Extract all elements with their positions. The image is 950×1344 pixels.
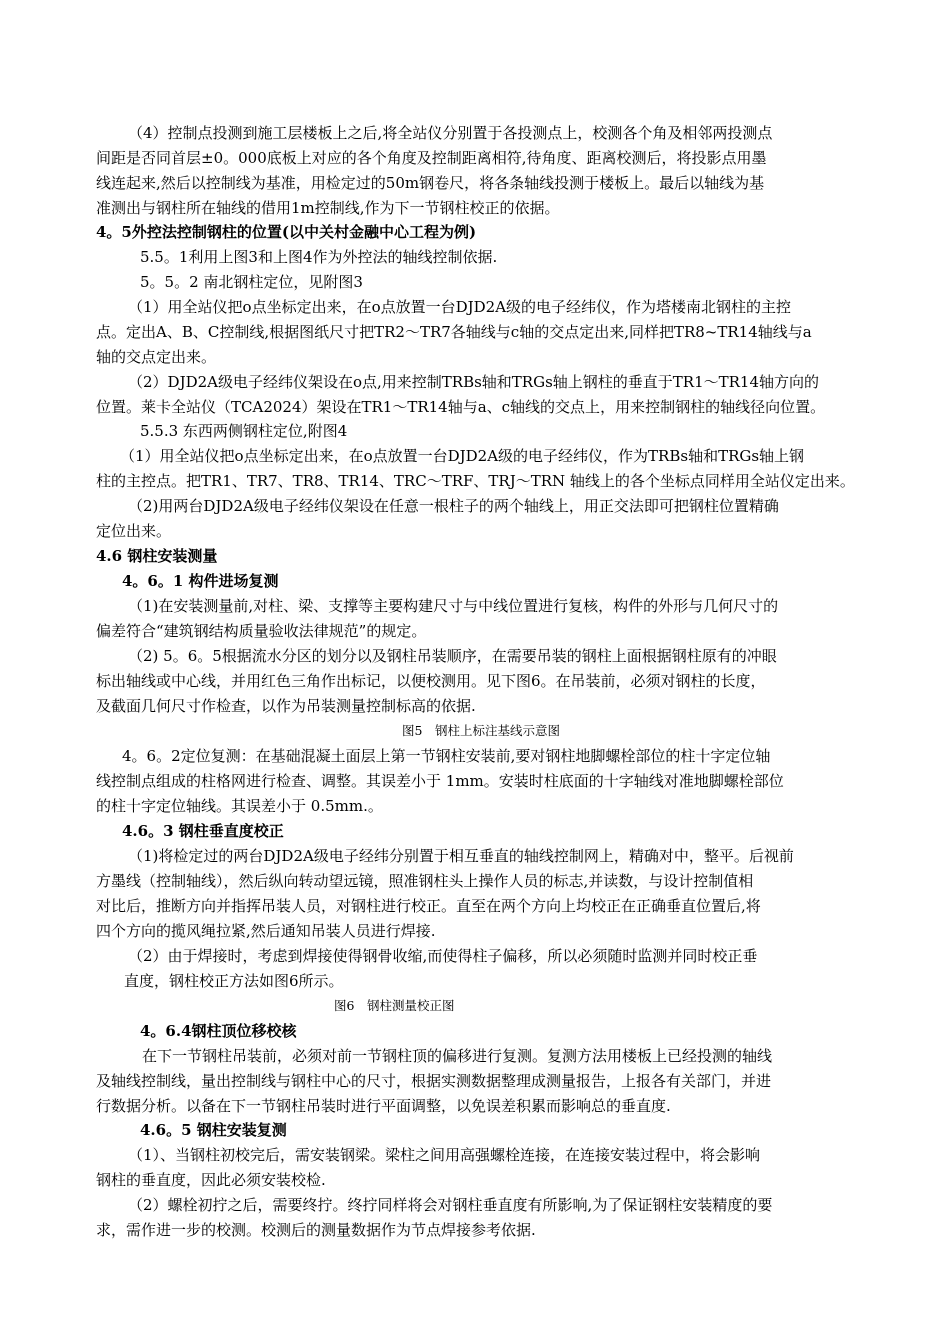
paragraph-line: 及截面几何尺寸作检查，以作为吊装测量控制标高的依据. [96,697,476,715]
paragraph-line: 标出轴线或中心线，并用红色三角作出标记，以便校测用。见下图6。在吊装前，必须对钢柱的长度， [96,672,766,690]
subsection-heading: 4.6。3 钢柱垂直度校正 [122,822,284,840]
paragraph-line: 四个方向的揽风绳拉紧,然后通知吊装人员进行焊接. [96,922,436,940]
paragraph-line: 线连起来,然后以控制线为基准，用检定过的50m钢卷尺，将各条轴线投测于楼板上。最后以轴线为基 [96,174,765,192]
subsection-heading: 4.6。5 钢柱安装复测 [140,1121,287,1139]
paragraph-line: 的柱十字定位轴线。其误差小于 0.5mm.。 [96,797,383,815]
paragraph-line: 偏差符合“建筑钢结构质量验收法律规范”的规定。 [96,622,427,640]
paragraph-line: （1）用全站仪把o点坐标定出来，在o点放置一台DJD2A级的电子经纬仪，作为塔楼南北钢柱的主控 [128,298,792,316]
figure-caption: 图6 钢柱测量校正图 [334,998,455,1013]
paragraph-line: 直度，钢柱校正方法如图6所示。 [124,972,344,990]
paragraph-line: 准测出与钢柱所在轴线的借用1m控制线,作为下一节钢柱校正的依据。 [96,199,560,217]
paragraph-line: 在下一节钢柱吊装前，必须对前一节钢柱顶的偏移进行复测。复测方法用楼板上已经投测的轴线 [142,1047,773,1065]
paragraph-line: （4）控制点投测到施工层楼板上之后,将全站仪分别置于各投测点上，校测各个角及相邻两投测点 [128,124,773,142]
paragraph-line: 对比后，推断方向并指挥吊装人员，对钢柱进行校正。直至在两个方向上均校正在正确垂直位置后,将 [96,897,761,915]
section-heading: 4.6 钢柱安装测量 [96,547,218,565]
paragraph-line: （2）DJD2A级电子经纬仪架设在o点,用来控制TRBs轴和TRGs轴上钢柱的垂直于TR1～TR14轴方向的 [128,373,820,391]
paragraph-line: 钢柱的垂直度，因此必须安装校检. [96,1171,326,1189]
paragraph-line: 行数据分析。以备在下一节钢柱吊装时进行平面调整，以免误差积累而影响总的垂直度. [96,1097,671,1115]
subsection-heading: 5.5。1利用上图3和上图4作为外控法的轴线控制依据. [140,248,498,266]
subsection-heading: 4。6。1 构件进场复测 [122,572,279,590]
paragraph-line: （2)用两台DJD2A级电子经纬仪架设在任意一根柱子的两个轴线上，用正交法即可把钢柱位置精确 [128,497,779,515]
paragraph-line: 轴的交点定出来。 [96,348,217,366]
paragraph-line: （1）用全站仪把o点坐标定出来，在o点放置一台DJD2A级的电子经纬仪，作为TRBs轴和TRGs轴上钢 [120,447,805,465]
paragraph-line: 及轴线控制线，量出控制线与钢柱中心的尺寸，根据实测数据整理成测量报告，上报各有关部门，并进 [96,1072,772,1090]
paragraph-line: （1）、当钢柱初校完后，需安装钢梁。梁柱之间用高强螺栓连接，在连接安装过程中，将会影响 [128,1146,761,1164]
figure-caption: 图5 钢柱上标注基线示意图 [402,723,560,738]
paragraph-line: 位置。莱卡全站仪（TCA2024）架设在TR1～TR14轴与a、c轴线的交点上，用来控制钢柱的轴线径向位置。 [96,398,826,416]
paragraph-line: 间距是否同首层±0。000底板上对应的各个角度及控制距离相符,待角度、距离校测后，将投影点用墨 [96,149,767,167]
subsection-heading: 5.5.3 东西两侧钢柱定位,附图4 [140,422,348,440]
paragraph-line: （2）螺栓初拧之后，需要终拧。终拧同样将会对钢柱垂直度有所影响,为了保证钢柱安装精度的要 [128,1196,773,1214]
paragraph-line: 定位出来。 [96,522,172,540]
subsection-heading: 4。6.4钢柱顶位移校核 [140,1022,297,1040]
paragraph-line: 求，需作进一步的校测。校测后的测量数据作为节点焊接参考依据. [96,1221,536,1239]
paragraph-line: （2) 5。6。5根据流水分区的划分以及钢柱吊装顺序，在需要吊装的钢柱上面根据钢柱原有的冲眼 [128,647,777,665]
paragraph-line: 柱的主控点。把TR1、TR7、TR8、TR14、TRC～TRF、TRJ～TRN 轴线上的各个坐标点同样用全站仪定出来。 [96,472,855,490]
paragraph-line: （1)将检定过的两台DJD2A级电子经纬分别置于相互垂直的轴线控制网上，精确对中，整平。后视前 [128,847,794,865]
paragraph-line: 线控制点组成的柱格网进行检查、调整。其误差小于 1mm。安装时柱底面的十字轴线对准地脚螺栓部位 [96,772,784,790]
paragraph-line: 4。6。2定位复测：在基础混凝土面层上第一节钢柱安装前,要对钢柱地脚螺栓部位的柱十字定位轴 [122,747,771,765]
paragraph-line: （2）由于焊接时，考虑到焊接使得钢骨收缩,而使得柱子偏移，所以必须随时监测并同时校正垂 [128,947,758,965]
paragraph-line: 方墨线（控制轴线），然后纵向转动望远镜，照准钢柱头上操作人员的标志,并读数，与设计控制值相 [96,872,754,890]
subsection-heading: 5。5。2 南北钢柱定位，见附图3 [140,273,363,291]
paragraph-line: （1)在安装测量前,对柱、梁、支撑等主要构建尺寸与中线位置进行复核，构件的外形与几何尺寸的 [128,597,779,615]
section-heading: 4。5外控法控制钢柱的位置(以中关村金融中心工程为例) [96,223,477,241]
paragraph-line: 点。定出A、B、C控制线,根据图纸尺寸把TR2～TR7各轴线与c轴的交点定出来,同样把TR8~TR14轴线与a [96,323,812,341]
